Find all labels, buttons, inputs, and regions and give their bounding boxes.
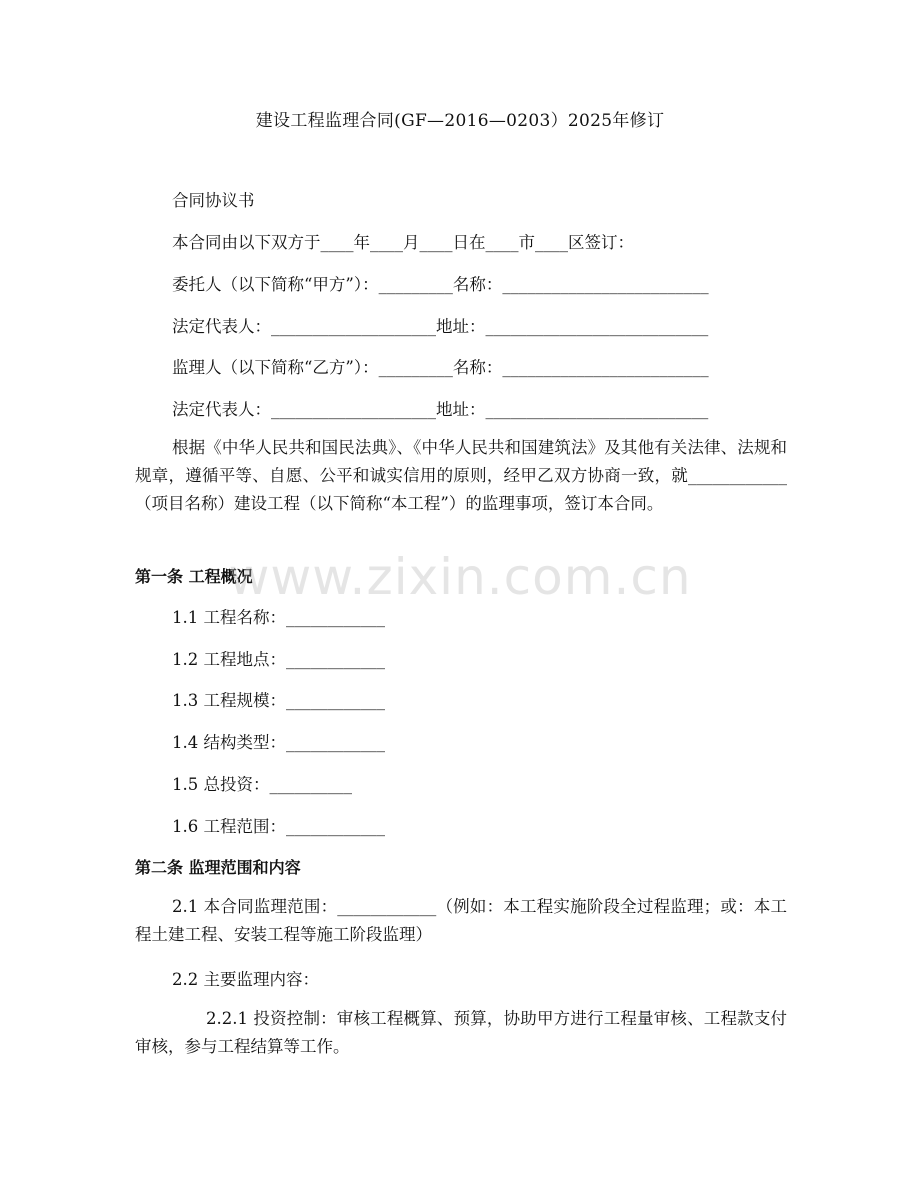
document-title: 建设工程监理合同(GF—2016—0203）2025年修订 (255, 111, 665, 131)
article-2-heading: 第二条 监理范围和内容 (135, 858, 301, 877)
agreement-heading: 合同协议书 (172, 191, 255, 210)
article-2-2: 2.2 主要监理内容： (172, 970, 319, 989)
party-b-representative-line: 法定代表人：____________________地址：___________________________ (172, 400, 709, 419)
sign-line: 本合同由以下双方于____年____月____日在____市____区签订： (172, 233, 634, 252)
article-1-item: 1.3 工程规模：____________ (172, 691, 385, 710)
watermark: www.zixin.com.cn (228, 548, 692, 606)
article-2-2-1: 2.2.1 投资控制：审核工程概算、预算，协助甲方进行工程量审核、工程款支付审核，参与工程结算等工作。 (135, 1009, 787, 1056)
article-1-item: 1.5 总投资：__________ (172, 775, 352, 794)
party-a-line: 委托人（以下简称“甲方”）：_________名称：_________________________ (172, 275, 709, 294)
article-1-item: 1.4 结构类型：____________ (172, 733, 385, 752)
party-b-line: 监理人（以下简称“乙方”）：_________名称：_________________________ (172, 358, 709, 377)
article-1-item: 1.2 工程地点：____________ (172, 650, 385, 669)
article-1-item: 1.1 工程名称：____________ (172, 608, 385, 627)
article-1-heading: 第一条 工程概况 (135, 567, 253, 586)
article-1-item: 1.6 工程范围：____________ (172, 817, 385, 836)
party-a-representative-line: 法定代表人：____________________地址：___________________________ (172, 317, 709, 336)
intro-paragraph: 根据《中华人民共和国民法典》、《中华人民共和国建筑法》及其他有关法律、法规和规章，遵循平等、自愿、公平和诚实信用的原则，经甲乙双方协商一致，就____________（项目名称）建设工程（以下简称“本工程”）的监理事项，签订本合同。 (135, 438, 787, 513)
article-2-1: 2.1 本合同监理范围：____________（例如：本工程实施阶段全过程监理；或：本工程土建工程、安装工程等施工阶段监理） (135, 897, 787, 944)
